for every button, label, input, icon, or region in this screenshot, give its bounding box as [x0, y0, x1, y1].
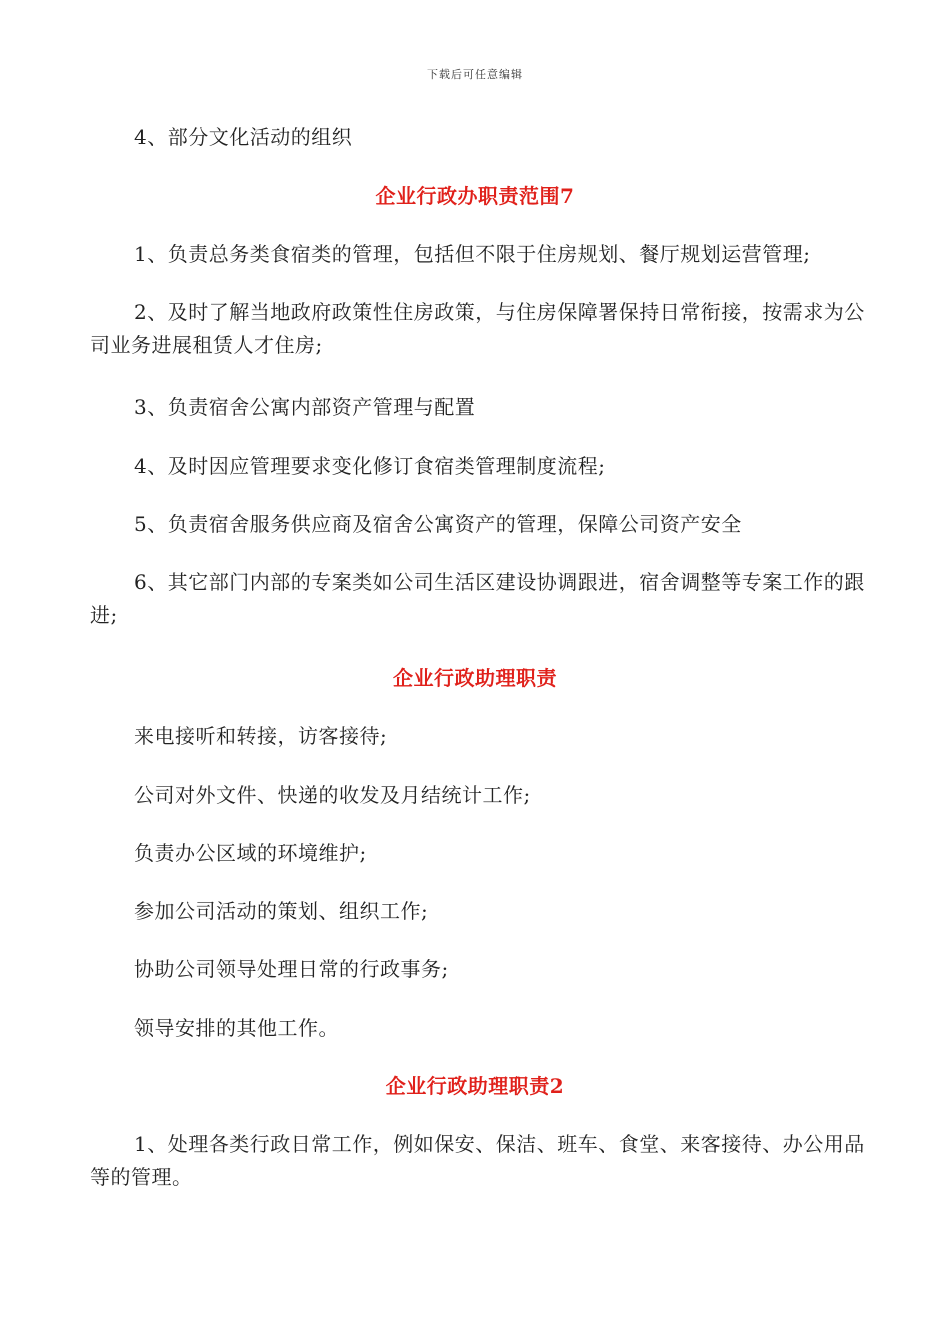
section-heading: 企业行政办职责范围7: [375, 184, 575, 208]
list-item: 公司对外文件、快递的收发及月结统计工作;: [134, 783, 531, 807]
paragraph-item: 4、及时因应管理要求变化修订食宿类管理制度流程;: [134, 454, 606, 478]
paragraph-item: 5、负责宿舍服务供应商及宿舍公寓资产的管理，保障公司资产安全: [134, 512, 742, 536]
list-item: 领导安排的其他工作。: [134, 1016, 339, 1040]
paragraph-item: 1、负责总务类食宿类的管理，包括但不限于住房规划、餐厅规划运营管理;: [134, 242, 811, 266]
paragraph-item: 3、负责宿舍公寓内部资产管理与配置: [134, 395, 476, 419]
paragraph-item: 2、及时了解当地政府政策性住房政策，与住房保障署保持日常衔接，按需求为公司业务进展租赁人才住房;: [90, 300, 865, 357]
paragraph-item: 6、其它部门内部的专案类如公司生活区建设协调跟进，宿舍调整等专案工作的跟进;: [90, 570, 865, 627]
section-heading: 企业行政助理职责2: [385, 1074, 565, 1098]
list-item: 负责办公区域的环境维护;: [134, 841, 367, 865]
list-item: 协助公司领导处理日常的行政事务;: [134, 957, 449, 981]
header-note: 下载后可任意编辑: [427, 68, 523, 81]
section-heading: 企业行政助理职责: [393, 666, 557, 690]
paragraph-item: 4、部分文化活动的组织: [134, 125, 353, 149]
list-item: 参加公司活动的策划、组织工作;: [134, 899, 429, 923]
list-item: 来电接听和转接，访客接待;: [134, 724, 388, 748]
paragraph-item: 1、处理各类行政日常工作，例如保安、保洁、班车、食堂、来客接待、办公用品等的管理。: [90, 1132, 865, 1189]
